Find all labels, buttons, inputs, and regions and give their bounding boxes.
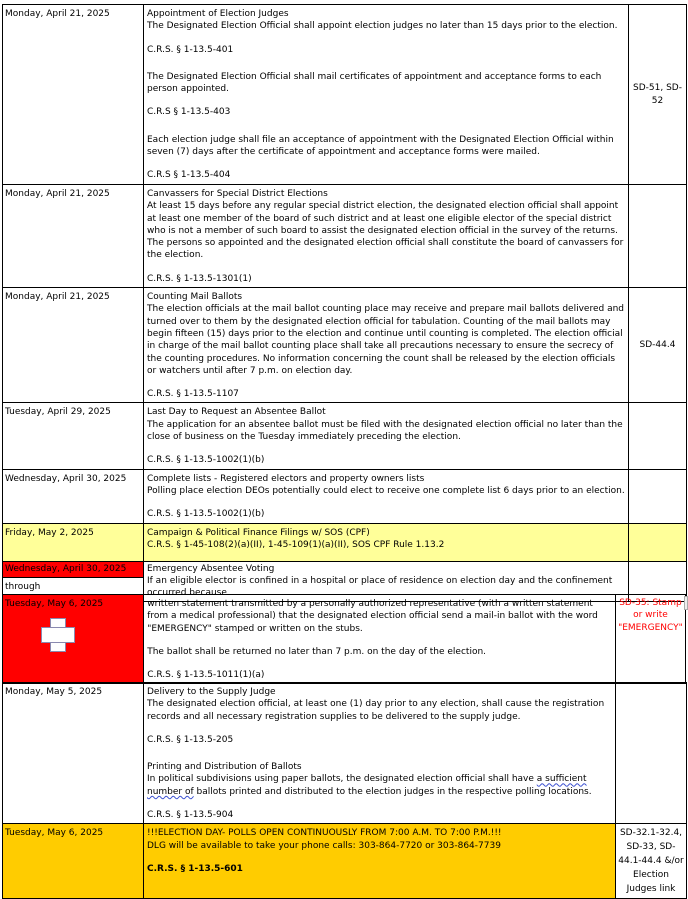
date-cell: Monday, April 21, 2025 bbox=[3, 288, 144, 403]
form-reference: SD-51, SD-52 bbox=[629, 5, 687, 185]
row-text-part: ballots printed and distributed to the election judges in the respective polling locations. bbox=[193, 786, 592, 797]
table-row-emergency-end bbox=[3, 595, 686, 684]
description-cell bbox=[144, 403, 629, 469]
citation: C.R.S. § 1-13.5-205 bbox=[147, 734, 234, 745]
form-reference bbox=[629, 523, 687, 561]
description-cell bbox=[144, 5, 629, 185]
row-title: Emergency Absentee Voting bbox=[147, 563, 275, 574]
table-row-supply bbox=[3, 683, 687, 824]
date-cell: Monday, May 5, 2025 bbox=[3, 683, 144, 824]
date-cell: Tuesday, May 6, 2025 bbox=[3, 824, 144, 899]
through-label: through bbox=[3, 577, 144, 602]
row-text: Each election judge shall file an acceptance of appointment with the Designated Election Official within seven (7) days after the certificate of appointment and acceptance forms were mailed. bbox=[147, 134, 614, 158]
row-title: Campaign & Political Finance Filings w/ SOS (CPF) bbox=[147, 527, 370, 538]
row-text bbox=[147, 773, 613, 798]
table-row bbox=[3, 469, 687, 523]
row-text: At least 15 days before any regular special district election, the designated election official shall appoint at least one member of the board of such district and at least one eligible elector of the special district who is not a member of such board to assist the designated election official in the survey of the returns. The persons so appointed and the designated election official shall constitute the board of canvassers for the election. bbox=[147, 201, 624, 261]
row-text: DLG will be available to take your phone calls: 303-864-7720 or 303-864-7739 bbox=[147, 840, 501, 851]
row-text: The Designated Election Official shall mail certificates of appointment and acceptance forms to each person appointed. bbox=[147, 71, 602, 95]
description-cell bbox=[144, 288, 629, 403]
row-text: The election officials at the mail ballot counting place may receive and prepare mail ballots delivered and turned over to them by the designated election official for tabulation. Counting of the mail ballots may begin fifteen (15) days prior to the election and continue until counting is completed. The election official in charge of the mail ballot counting place shall take all precautions necessary to ensure the secrecy of the counting procedures. No information concerning the count shall be released by the election officials or watchers until after 7 p.m. on election day. bbox=[147, 304, 625, 376]
description-cell bbox=[144, 469, 629, 523]
form-reference: SD-32.1-32.4, SD-33, SD-44.1-44.4 &/or Election Judges link bbox=[616, 824, 687, 899]
row-text: The Designated Election Official shall appoint election judges no later than 15 days prior to the election. bbox=[147, 21, 618, 32]
form-reference: SD-35: Stamp or write "EMERGENCY" bbox=[615, 595, 685, 684]
row-title: Delivery to the Supply Judge bbox=[147, 687, 276, 697]
citation: C.R.S. § 1-13.5-601 bbox=[147, 863, 243, 874]
deadline-table-top bbox=[2, 4, 687, 602]
citation: C.R.S. § 1-13.5-904 bbox=[147, 810, 234, 821]
citation: C.R.S. § 1-13.5-1002(1)(b) bbox=[147, 455, 265, 466]
date-cell-end bbox=[3, 595, 144, 684]
table-row-election-day bbox=[3, 824, 687, 899]
citation: C.R.S. § 1-13.5-401 bbox=[147, 44, 234, 55]
date-cell: Friday, May 2, 2025 bbox=[3, 523, 144, 561]
row-title: !!!ELECTION DAY- POLLS OPEN CONTINUOUSLY FROM 7:00 A.M. TO 7:00 P.M.!!! bbox=[147, 828, 502, 839]
deadline-table-bottom bbox=[2, 682, 687, 899]
row-text: The ballot shall be returned no later than 7 p.m. on the day of the election. bbox=[147, 646, 487, 657]
row-title: Printing and Distribution of Ballots bbox=[147, 762, 302, 773]
citation: C.R.S. § 1-45-108(2)(a)(II), 1-45-109(1)(a)(II), SOS CPF Rule 1.13.2 bbox=[147, 539, 445, 550]
citation: C.R.S. § 1-13.5-1301(1) bbox=[147, 273, 252, 284]
scroll-handle[interactable] bbox=[684, 596, 688, 610]
table-row bbox=[3, 288, 687, 403]
description-cell bbox=[144, 595, 616, 684]
row-title: Last Day to Request an Absentee Ballot bbox=[147, 407, 326, 418]
row-text-part: In political subdivisions using paper ballots, the designated election official shall have bbox=[147, 774, 537, 785]
citation: C.R.S § 1-13.5-404 bbox=[147, 170, 231, 181]
deadline-table-emergency bbox=[2, 594, 686, 684]
red-cross-icon bbox=[41, 618, 75, 652]
date-cell: Monday, April 21, 2025 bbox=[3, 5, 144, 185]
table-row-cpf bbox=[3, 523, 687, 561]
form-reference: SD-44.4 bbox=[629, 288, 687, 403]
citation: C.R.S. § 1-13.5-1011(1)(a) bbox=[147, 670, 265, 681]
form-reference bbox=[629, 185, 687, 288]
citation: C.R.S § 1-13.5-403 bbox=[147, 107, 231, 118]
end-date: Tuesday, May 6, 2025 bbox=[5, 599, 104, 609]
row-title: Complete lists - Registered electors and property owners lists bbox=[147, 473, 425, 484]
row-title: Canvassers for Special District Elections bbox=[147, 189, 328, 199]
citation: C.R.S. § 1-13.5-1107 bbox=[147, 389, 239, 400]
form-reference bbox=[629, 469, 687, 523]
form-reference bbox=[629, 403, 687, 469]
description-cell bbox=[144, 683, 616, 824]
table-row-emergency-start bbox=[3, 561, 687, 577]
table-row bbox=[3, 403, 687, 469]
form-reference bbox=[616, 683, 687, 824]
row-text: The application for an absentee ballot must be filed with the designated election official no later than the close of business on the Tuesday immediately preceding the election. bbox=[147, 419, 623, 443]
row-title: Counting Mail Ballots bbox=[147, 292, 243, 303]
description-cell bbox=[144, 185, 629, 288]
citation: C.R.S. § 1-13.5-1002(1)(b) bbox=[147, 509, 265, 520]
date-cell: Monday, April 21, 2025 bbox=[3, 185, 144, 288]
date-cell: Wednesday, April 30, 2025 bbox=[3, 469, 144, 523]
row-text: The designated election official, at least one (1) day prior to any election, shall cause the registration records and all necessary registration supplies to be delivered to the supply judge. bbox=[147, 699, 605, 722]
date-cell: Tuesday, April 29, 2025 bbox=[3, 403, 144, 469]
description-cell bbox=[144, 523, 629, 561]
table-row bbox=[3, 5, 687, 185]
table-row bbox=[3, 185, 687, 288]
spellcheck-marked-text[interactable]: a sufficient number of bbox=[147, 774, 587, 797]
row-text: If an eligible elector is confined in a hospital or place of residence on election day and the confinement occurred because bbox=[147, 575, 613, 599]
date-cell-start: Wednesday, April 30, 2025 bbox=[3, 561, 144, 577]
row-title: Appointment of Election Judges bbox=[147, 9, 289, 19]
row-text: written statement transmitted by a personally authorized representative (with a written statement from a medical professional) that the designated election official send a mail-in ballot with the word "EMERGENCY" stamped or written on the stubs. bbox=[147, 599, 598, 634]
description-cell bbox=[144, 824, 616, 899]
row-text: Polling place election DEOs potentially could elect to receive one complete list 6 days prior to an election. bbox=[147, 485, 625, 496]
